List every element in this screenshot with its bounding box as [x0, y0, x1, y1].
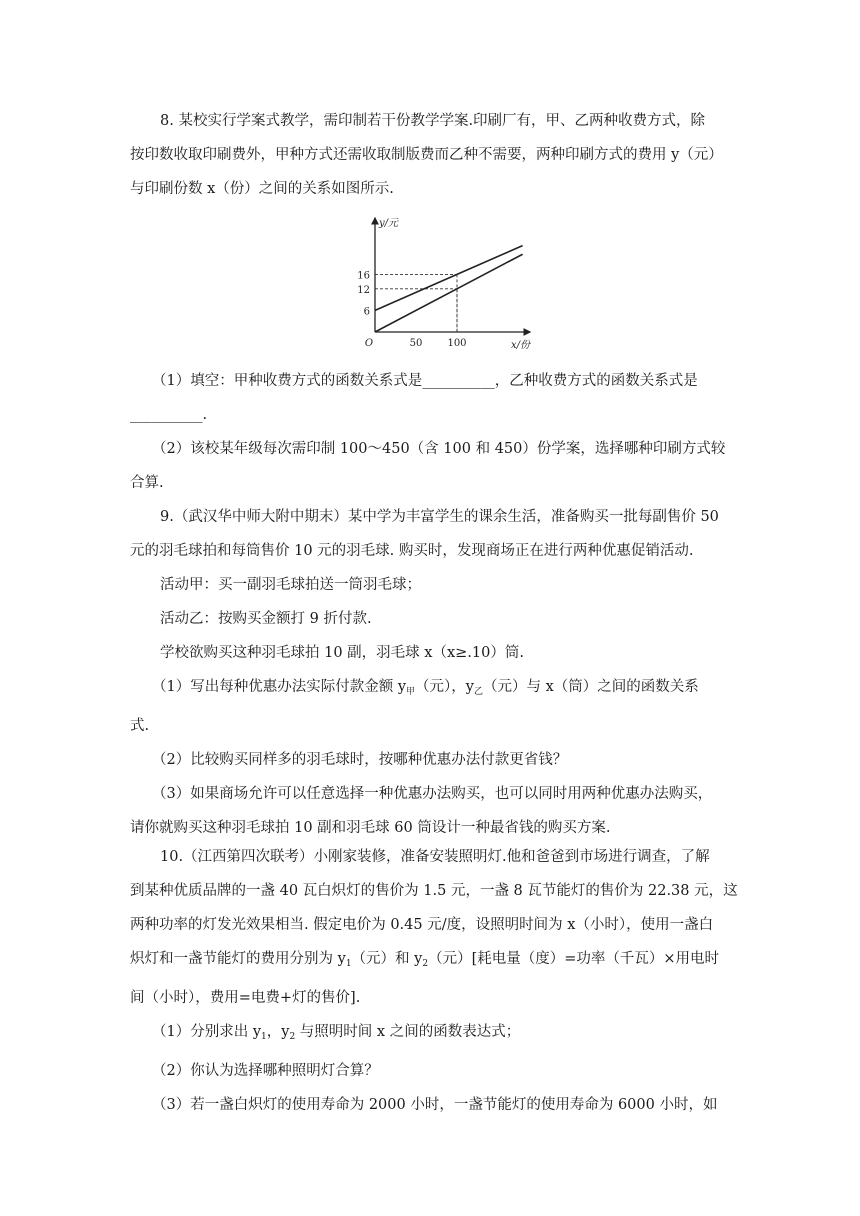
x-axis-label: x/份	[510, 340, 530, 351]
q9-purchase-note: 学校欲购买这种羽毛球拍 10 副，羽毛球 x（x≥.10）筒.	[160, 645, 524, 661]
q10-line-3: 两种功率的灯发光效果相当. 假定电价为 0.45 元/度，设照明时间为 x（小时），使用一盏白	[130, 917, 714, 933]
q9-sub-1-line-2: 式.	[130, 718, 150, 734]
cost-graph-figure	[355, 212, 545, 360]
q10-sub-1-text-b: ，y	[266, 1024, 290, 1040]
x-tick-label-50: 50	[409, 338, 423, 349]
series-line-1	[375, 246, 523, 311]
q10-sub-2: （2）你认为选择哪种照明灯合算？	[152, 1063, 379, 1079]
q10-line-4-subscript-1: 1	[345, 959, 352, 969]
q8-line-3: 与印刷份数 x（份）之间的关系如图所示.	[130, 181, 394, 197]
origin-label: O	[364, 338, 374, 349]
q9-sub-1-line-1	[130, 670, 730, 709]
q8-line-1: 8. 某校实行学案式教学，需印制若干份教学学案.印刷厂有，甲、乙两种收费方式，除	[160, 113, 706, 129]
q8-sub-1-line-2: __________.	[130, 407, 208, 423]
q9-sub-1-text-a: （1）写出每种优惠办法实际付款金额 y	[152, 679, 407, 695]
q9-activity-b: 活动乙：按购买金额打 9 折付款.	[160, 611, 372, 627]
q10-line-4-subscript-2: 2	[422, 959, 429, 969]
x-tick-label-100: 100	[447, 338, 467, 349]
q10-sub-1-text-c: 与照明时间 x 之间的函数表达式；	[295, 1024, 521, 1040]
y-axis-label: y/元	[379, 218, 399, 229]
q10-line-4	[130, 942, 730, 981]
q9-sub-1-text-b: （元），y	[415, 679, 474, 695]
q10-sub-1-text-a: （1）分别求出 y	[152, 1024, 262, 1040]
q8-sub-1	[130, 364, 730, 432]
q10-sub-1	[130, 1015, 730, 1054]
q9-activity-a: 活动甲：买一副羽毛球拍送一筒羽毛球；	[160, 577, 421, 593]
q9-line-1: 9.（武汉华中师大附中期末）某中学为丰富学生的课余生活，准备购买一批每副售价 50	[160, 509, 719, 525]
question-8-stem	[130, 104, 730, 206]
q8-sub-1-line-1: （1）填空：甲种收费方式的函数关系式是__________，乙种收费方式的函数关系式是	[152, 373, 698, 389]
q9-line-2: 元的羽毛球拍和每筒售价 10 元的羽毛球. 购买时，发现商场正在进行两种优惠促销活动.	[130, 543, 694, 559]
question-10	[130, 840, 738, 1122]
q9-sub-1-text-c: （元）与 x（筒）之间的函数关系	[483, 679, 699, 695]
q10-line-1: 10.（江西第四次联考）小刚家装修，准备安装照明灯.他和爸爸到市场进行调查，了解	[160, 849, 710, 865]
q9-sub-3-line-2: 请你就购买这种羽毛球拍 10 副和羽毛球 60 筒设计一种最省钱的购买方案.	[130, 820, 611, 836]
y-tick-label-6: 6	[363, 306, 370, 318]
y-tick-label-16: 16	[357, 270, 370, 282]
q10-sub-3: （3）若一盏白炽灯的使用寿命为 2000 小时，一盏节能灯的使用寿命为 6000 小时，如	[152, 1097, 718, 1113]
q9-sub-2: （2）比较购买同样多的羽毛球时，按哪种优惠办法付款更省钱？	[152, 752, 568, 768]
q10-line-5: 间（小时），费用=电费+灯的售价].	[130, 990, 361, 1006]
question-9	[130, 500, 730, 845]
q9-sub-1-subscript-jia: 甲	[406, 687, 416, 697]
q8-sub-2-line-2: 合算.	[130, 475, 164, 491]
q8-sub-2	[130, 432, 730, 500]
q10-line-2: 到某种优质品牌的一盏 40 瓦白炽灯的售价为 1.5 元，一盏 8 瓦节能灯的售价为 22.38 元，这	[130, 883, 738, 899]
q10-line-4-text-b: （元）和 y	[351, 951, 423, 967]
q10-sub-1-subscript-1: 1	[261, 1032, 267, 1042]
q8-line-2: 按印数收取印刷费外，甲种方式还需收取制版费而乙种不需要，两种印刷方式的费用 y（元）	[130, 147, 723, 163]
cost-graph	[355, 212, 545, 360]
q9-sub-3-line-1: （3）如果商场允许可以任意选择一种优惠办法购买，也可以同时用两种优惠办法购买，	[152, 786, 713, 802]
y-tick-label-12: 12	[357, 284, 370, 296]
q10-sub-1-subscript-2: 2	[289, 1032, 296, 1042]
q8-sub-2-line-1: （2）该校某年级每次需印制 100～450（含 100 和 450）份学案，选择哪种印刷方式较	[152, 441, 726, 457]
q10-line-4-text-a: 炽灯和一盏节能灯的费用分别为 y	[130, 951, 346, 967]
series-line-2	[375, 254, 523, 332]
q10-line-4-text-c: （元）[耗电量（度）=功率（千瓦）×用电时	[428, 951, 720, 967]
q9-sub-1-subscript-yi: 乙	[474, 687, 484, 697]
